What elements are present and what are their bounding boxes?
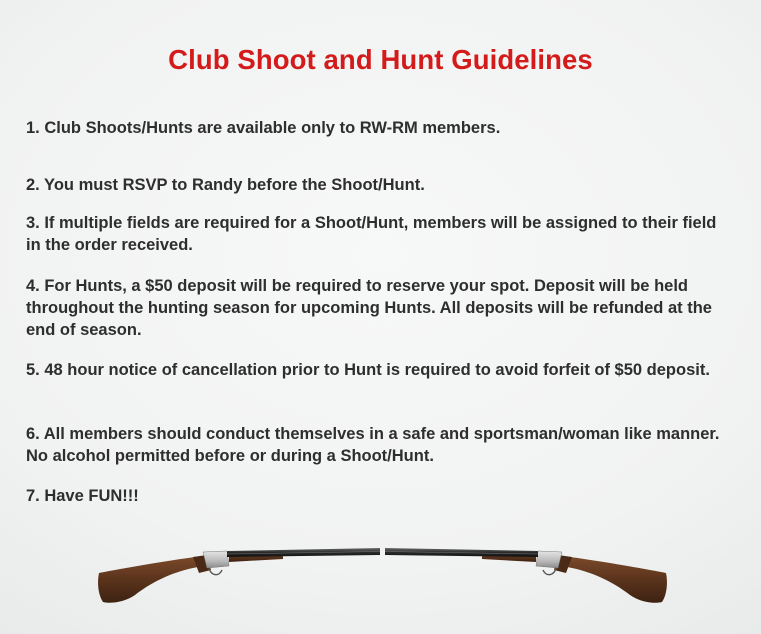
shotgun-right-icon	[385, 548, 667, 603]
rule-6: 6. All members should conduct themselves in a safe and sportsman/woman like manner. No alcohol permitted before or during a Shoot/Hunt.	[26, 425, 720, 465]
shotguns-image	[95, 540, 670, 612]
rule-5: 5. 48 hour notice of cancellation prior to Hunt is required to avoid forfeit of $50 deposit.	[26, 361, 710, 379]
page-title: Club Shoot and Hunt Guidelines	[168, 44, 593, 75]
rule-1: 1. Club Shoots/Hunts are available only to RW-RM members.	[26, 119, 501, 137]
rule-3: 3. If multiple fields are required for a Shoot/Hunt, members will be assigned to their field in the order received.	[26, 214, 717, 254]
rule-4: 4. For Hunts, a $50 deposit will be required to reserve your spot. Deposit will be held throughout the hunting season for upcoming Hunts. All deposits will be refunded at the end of season.	[26, 277, 712, 339]
rule-2: 2. You must RSVP to Randy before the Shoot/Hunt.	[26, 176, 425, 194]
shotgun-left-icon	[98, 548, 380, 603]
rule-7: 7. Have FUN!!!	[26, 487, 139, 505]
